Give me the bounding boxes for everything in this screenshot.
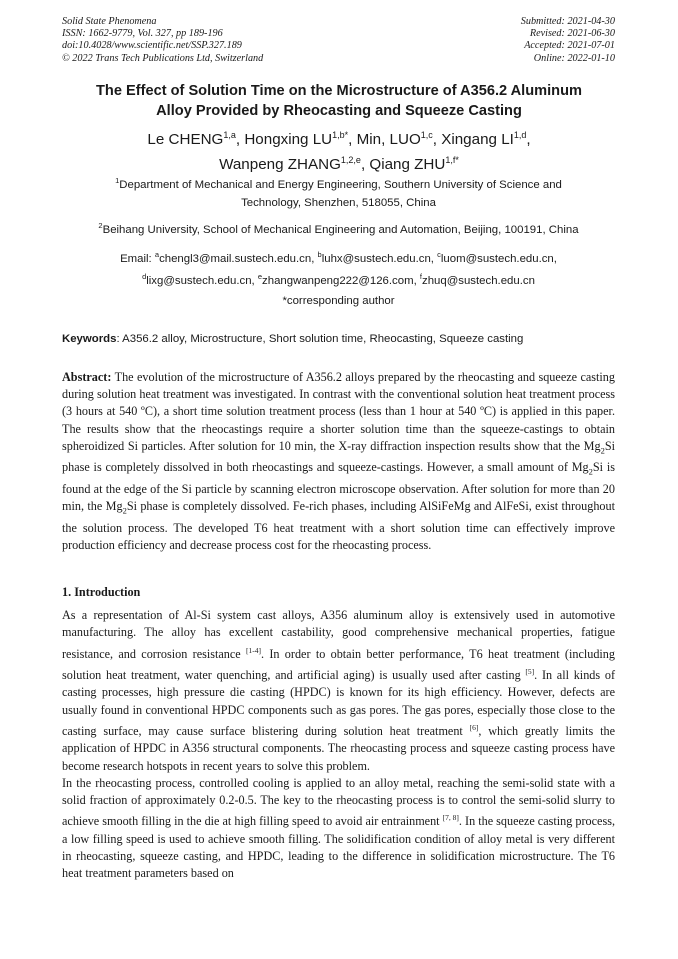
affiliation-sup: 1 xyxy=(115,176,120,185)
title-line-2: Alloy Provided by Rheocasting and Squeeze Casting xyxy=(156,103,522,119)
author-sup: 1,c xyxy=(420,130,433,140)
affiliation-1 xyxy=(62,172,615,212)
authors-line-2: Wanpeng ZHANG$^{1,2,e}$, Qiang $ZHU^{1,f*}$ xyxy=(219,155,459,174)
date-submitted: Submitted: 2021-04-30 xyxy=(520,16,615,27)
author-sup: 1,f* xyxy=(445,155,459,166)
email-link[interactable]: luom@sustech.edu.cn, xyxy=(440,252,557,265)
journal-copyright: © 2022 Trans Tech Publications Ltd, Switzerland xyxy=(62,52,264,64)
abstract: Abstract: The evolution of the microstructure of A356.2 alloys prepared by the rheocasting and squeeze casting during solution heat treatment was investigated. In contrast with the conventional solution heat treatment process (3 hours at 540 ºC), a short time solution treatment process (less than 1 hour at 540 ºC) is applied in this paper. The results show that the rheocastings require a shorter solution time than the squeeze-castings to obtain spheroidized Si particles. After solution for 10 min, the X-ray diffraction inspection results show that the $Mg_2Si$ phase is completely dissolved in both rheocastings and squeeze-castings. However, a small amount of $Mg_2Si$ is found at the edge of the Si particle by scanning electron microscope observation. After solution for more than 20 min, the $Mg_2Si$ phase is completely dissolved. Fe-rich phases, including AlSiFeMg and AlFeSi, exist throughout the solution process. The developed T6 heat treatment with a short solution time can effectively improve production efficiency and decrease process cost for the rheocasting process. xyxy=(62,370,615,553)
date-online: Online: 2022-01-10 xyxy=(533,52,615,64)
author-name: Wanpeng ZHANG xyxy=(219,156,341,174)
email-link[interactable]: zhuq@sustech.edu.cn xyxy=(422,274,535,287)
email-link[interactable]: luhx@sustech.edu.cn, xyxy=(321,252,434,265)
keywords-label: Keywords xyxy=(62,333,117,345)
author-sup: 1,2,e xyxy=(340,155,361,166)
paper-title xyxy=(40,81,638,121)
date-accepted: Accepted: 2021-07-01 xyxy=(524,40,615,52)
paragraph: In the rheocasting process, controlled cooling is applied to an alloy metal, reaching the semi-solid state with a solid fraction of approximately 0.2-0.5. The key to the rheocasting process is to control the semi-solid slurry to achieve smooth filling in the die at high filling speed to avoid air entrainment [7, 8]. In the squeeze casting process, a low filling speed is used to achieve smooth filling. The solidification condition of alloy metal is very different in rheocasting, squeeze casting, and HPDC, leading to the difference in solidification microstructure. The T6 heat treatment parameters based on xyxy=(62,775,615,881)
author-sup: 1,b* xyxy=(332,130,349,140)
author-name: Xingang LI xyxy=(441,131,514,149)
title-line-1: The Effect of Solution Time on the Microstructure of A356.2 Aluminum xyxy=(96,83,582,99)
citation: [6] xyxy=(469,722,479,732)
journal-doi: doi:10.4028/www.scientific.net/SSP.327.189 xyxy=(62,40,242,52)
date-revised: Revised: 2021-06-30 xyxy=(529,28,615,40)
journal-issn: ISSN: 1662-9779, Vol. 327, pp 189-196 xyxy=(62,28,223,40)
section-heading: 1. Introduction xyxy=(62,585,141,599)
journal-info xyxy=(62,16,263,65)
author-name: Le CHENG xyxy=(147,131,224,149)
paragraph: As a representation of Al-Si system cast alloys, A356 aluminum alloy is extensively used in automotive manufacturing. The alloy has excellent castability, good comprehensive mechanical properties, fatigue resistance, and corrosion resistance [1-4]. In order to obtain better performance, T6 heat treatment (including solution heat treatment, water quenching, and artificial aging) is usually used after casting [5]. In all kinds of casting processes, high pressure die casting (HPDC) is known for its high efficiency. However, defects are usually found in conventional HPDC components such as gas pores. The gas pores, especially those close to the casting surface, may cause surface blistering during solution heat treatment [6], which greatly limits the application of HPDC in A356 structural components. The rheocasting process and squeeze casting process have become research hotspots in recent years to solve this problem. xyxy=(62,608,615,773)
keywords-text: : A356.2 alloy, Microstructure, Short solution time, Rheocasting, Squeeze casting xyxy=(116,333,524,345)
citation: [5] xyxy=(525,666,535,676)
email-block: Email: $^a$chengl3@mail.sustech.edu.cn, $^b$luhx@sustech.edu.cn, $^c$luom@sustech.edu.cn, $^d$lixg@sustech.edu.cn, $^e$zhangwanpeng222@126.com, $^f$zhuq@sustech.edu.cn xyxy=(120,250,557,287)
affiliation-2 xyxy=(62,217,615,239)
journal-name: Solid State Phenomena xyxy=(62,16,157,27)
citation: [7, 8] xyxy=(442,813,459,823)
author-name: Min, LUO xyxy=(356,131,421,149)
affiliation-sup: 2 xyxy=(98,221,103,230)
author-sup: 1,a xyxy=(223,130,236,140)
email-link[interactable]: lixg@sustech.edu.cn, xyxy=(146,274,255,287)
keywords xyxy=(62,330,615,348)
affiliation-text: Technology, Shenzhen, 518055, China xyxy=(241,196,436,209)
affiliation-text: Beihang University, School of Mechanical Engineering and Automation, Beijing, 100191, China xyxy=(102,223,579,236)
introduction-body xyxy=(62,607,615,883)
article-dates xyxy=(521,16,615,65)
citation: [1-4] xyxy=(246,645,261,655)
author-list xyxy=(40,125,638,175)
corresponding-author-note: *corresponding author xyxy=(282,295,395,307)
author-sup: 1,d xyxy=(513,130,527,140)
authors-line-1: Le CHENG$^{1,a}$, Hongxing $LU^{1,b*}$, Min, LUO$^{1,c}$, Xingang LI$^{1,d}$, xyxy=(147,130,531,149)
email-label: Email: xyxy=(120,252,152,265)
abstract-label: Abstract: xyxy=(62,370,112,384)
email-link[interactable]: zhangwanpeng222@126.com, xyxy=(262,274,417,287)
author-name: Qiang ZHU xyxy=(369,156,446,174)
author-name: Hongxing LU xyxy=(244,131,333,149)
email-link[interactable]: chengl3@mail.sustech.edu.cn, xyxy=(159,252,315,265)
affiliation-text: Department of Mechanical and Energy Engineering, Southern University of Science and xyxy=(119,178,562,191)
